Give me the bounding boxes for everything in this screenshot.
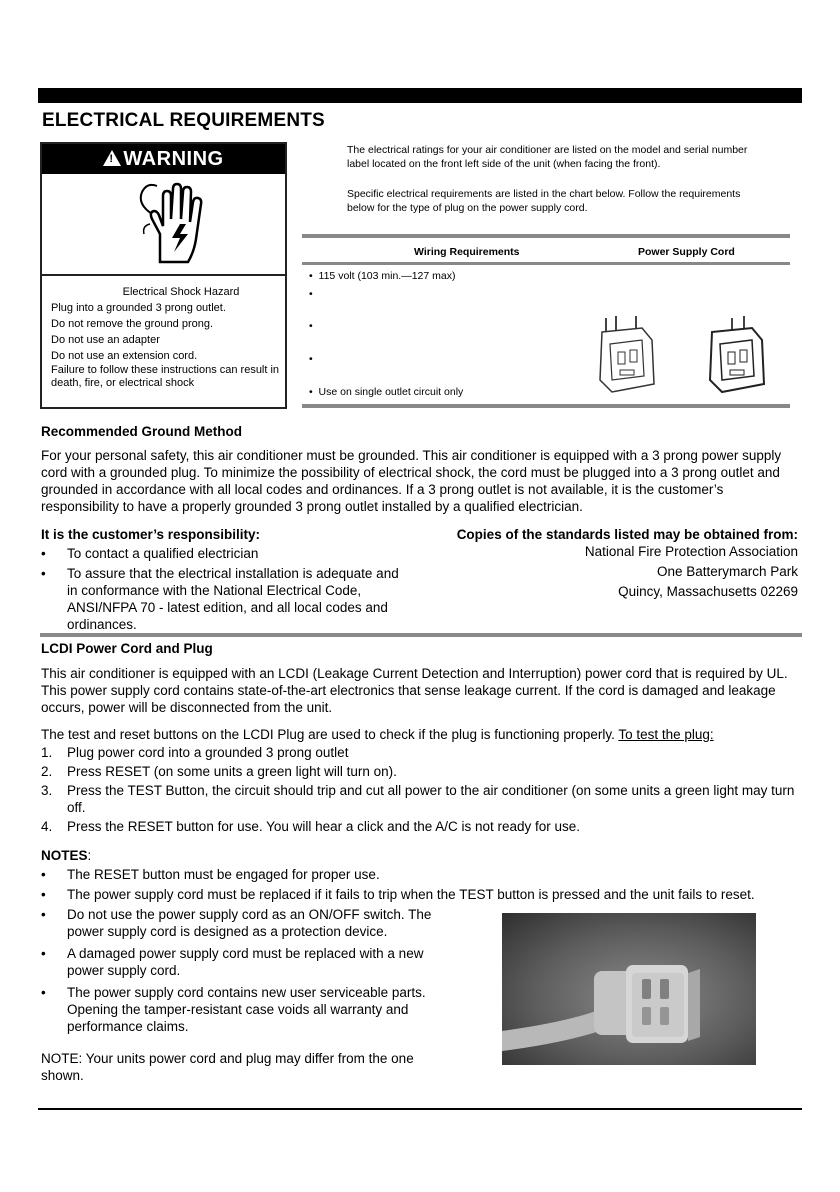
standards-address: National Fire Protection Association One Batterymarch Park Quincy, Massachusetts 02269 — [584, 544, 798, 599]
lcdi-heading: LCDI Power Cord and Plug — [41, 641, 213, 656]
list-item: 4. Press the RESET button for use. You will hear a click and the A/C is not ready for use. — [41, 819, 581, 834]
plug-illustration-1 — [592, 314, 662, 401]
list-item: • The RESET button must be engaged for proper use. — [41, 867, 380, 882]
wiring-item: • — [309, 353, 313, 365]
wiring-requirements-header: Wiring Requirements — [414, 246, 520, 258]
notes-heading: NOTES: — [41, 848, 92, 863]
list-item: • The power supply cord contains new user serviceable parts. Opening the tamper-resistant case voids all warranty and performance claims. — [41, 985, 426, 1034]
lcdi-test-intro: The test and reset buttons on the LCDI Plug are used to check if the plug is functioning properly. To test the plug: — [41, 727, 714, 742]
list-item: • The power supply cord must be replaced if it fails to trip when the TEST button is pressed and the unit fails to reset. — [41, 887, 755, 902]
test-plug-link: To test the plug: — [618, 727, 714, 742]
test-steps-list — [41, 744, 801, 835]
list-item: • A damaged power supply cord must be replaced with a new power supply cord. — [41, 946, 424, 978]
ground-method-heading: Recommended Ground Method — [41, 424, 243, 439]
list-item: 3. Press the TEST Button, the circuit should trip and cut all power to the air conditioner (on some units a green light may turn off. — [41, 783, 795, 815]
wiring-item: • 115 volt (103 min.—127 max) — [309, 270, 456, 282]
warning-icon: ! — [103, 150, 121, 166]
ground-method-text: For your personal safety, this air conditioner must be grounded. This air conditioner is equipped with a 3 prong power supply cord with a grounded plug. To minimize the possibility of electrical shock, the cord must be plugged into a 3 prong outlet and grounded in accordance with all local codes and ordinances. If a 3 prong outlet is not available, it is the customer’s responsibility to have a properly grounded 3 prong outlet installed by a qualified electrician. — [41, 448, 782, 514]
notes-list-narrow — [41, 906, 461, 1035]
list-item: • To assure that the electrical installation is adequate and in conformance with the National Electrical Code, ANSI/NFPA 70 - latest edition, and all local codes and ordinances. — [41, 566, 399, 632]
responsibility-list — [41, 545, 411, 633]
lcdi-paragraph: This air conditioner is equipped with an LCDI (Leakage Current Detection and Interruption) power cord that is required by UL. This power supply cord contains state-of-the-art electronics that sense leakage current. If the cord is damaged and leakage occurs, power will be disconnected from the unit. — [41, 666, 788, 715]
wiring-item: • — [309, 320, 313, 332]
wiring-item: • — [309, 288, 313, 300]
wiring-item: • Use on single outlet circuit only — [309, 386, 464, 398]
list-item: • Do not use the power supply cord as an ON/OFF switch. The power supply cord is designed as a protection device. — [41, 907, 432, 939]
electric-shock-hand-icon — [42, 174, 285, 276]
power-supply-cord-header: Power Supply Cord — [638, 246, 735, 258]
footer-rule — [38, 1108, 802, 1110]
intro-paragraph-2: Specific electrical requirements are listed in the chart below. Follow the requirements below for the type of plug on the power supply cord. — [347, 188, 741, 214]
list-item: 2. Press RESET (on some units a green light will turn on). — [41, 764, 397, 779]
notes-list-wide — [41, 866, 801, 903]
plug-illustration-2 — [702, 314, 772, 401]
warning-box — [40, 142, 287, 409]
table-bottom-rule — [302, 404, 790, 408]
lcdi-plug-photo — [502, 913, 756, 1065]
list-item: • To contact a qualified electrician — [41, 546, 259, 561]
table-header — [302, 243, 790, 261]
standards-heading: Copies of the standards listed may be obtained from: — [456, 527, 798, 542]
warning-text: Electrical Shock Hazard Plug into a grounded 3 prong outlet. Do not remove the ground prong. Do not use an adapter Do not use an extension cord. Failure to follow these instructions can result in death, fire, or electrical shock — [51, 286, 280, 389]
list-item: 1. Plug power cord into a grounded 3 prong outlet — [41, 745, 349, 760]
warning-header: ! WARNING — [42, 144, 285, 174]
table-top-rule — [302, 234, 790, 238]
final-note: NOTE: Your units power cord and plug may differ from the one shown. — [41, 1051, 414, 1083]
header-bar — [38, 88, 802, 103]
page-title: ELECTRICAL REQUIREMENTS — [42, 110, 325, 131]
responsibility-heading: It is the customer’s responsibility: — [41, 527, 261, 542]
intro-paragraph-1: The electrical ratings for your air conditioner are listed on the model and serial number label located on the front left side of the unit (when facing the front). — [347, 144, 748, 170]
table-header-rule — [302, 262, 790, 265]
section-divider — [40, 633, 802, 637]
